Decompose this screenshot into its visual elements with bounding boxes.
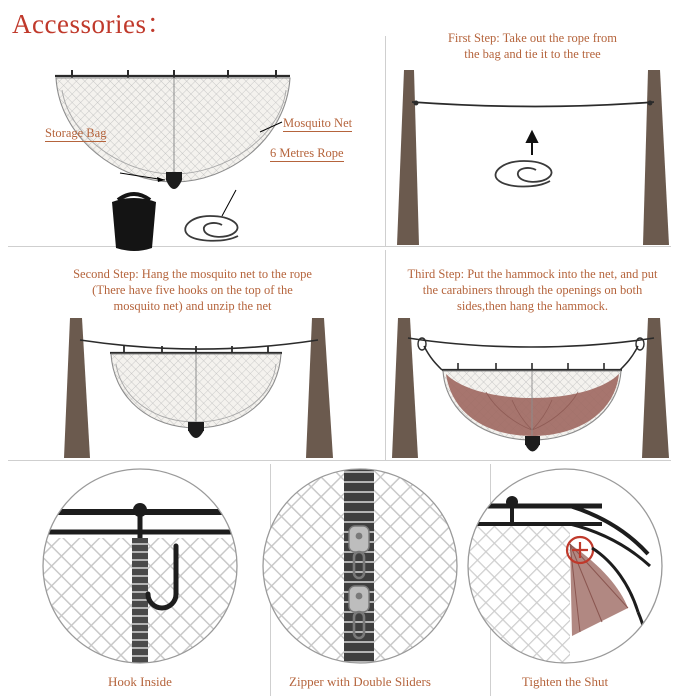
hook-inside-illustration [12,466,268,672]
detail-zipper [232,466,488,696]
panel-accessories [0,30,385,245]
second-step-caption: Second Step: Hang the mosquito net to the rope (There have five hooks on the top of the mosquito net) and unzip the net [73,267,312,313]
divider-row2 [8,460,671,461]
first-step-illustration [386,60,679,245]
third-step-caption: Third Step: Put the hammock into the net, and put the carabiners through the openings on both sides,then hang the hammock. [407,267,658,313]
zipper-illustration [232,466,488,672]
detail-caption-tighten: Tighten the Shut [521,674,609,689]
label-rope: 6 Metres Rope [270,146,344,160]
detail-hook-inside [12,466,268,696]
second-step-illustration [0,318,385,458]
panel-second-step [0,252,385,458]
divider-row1 [8,246,671,247]
panel-first-step [386,30,679,245]
third-step-illustration [386,318,679,458]
detail-caption-zipper: Zipper with Double Sliders [289,674,431,689]
label-storage-bag: Storage Bag [45,126,107,140]
label-mosquito-net: Mosquito Net [283,116,353,130]
first-step-caption: First Step: Take out the rope from the bag and tie it to the tree [447,31,617,61]
detail-caption-hook-inside: Hook Inside [108,674,172,689]
panel-third-step [386,252,679,458]
page-title: Accessories： [12,9,174,39]
tighten-illustration [452,466,678,672]
detail-tighten [452,466,679,696]
